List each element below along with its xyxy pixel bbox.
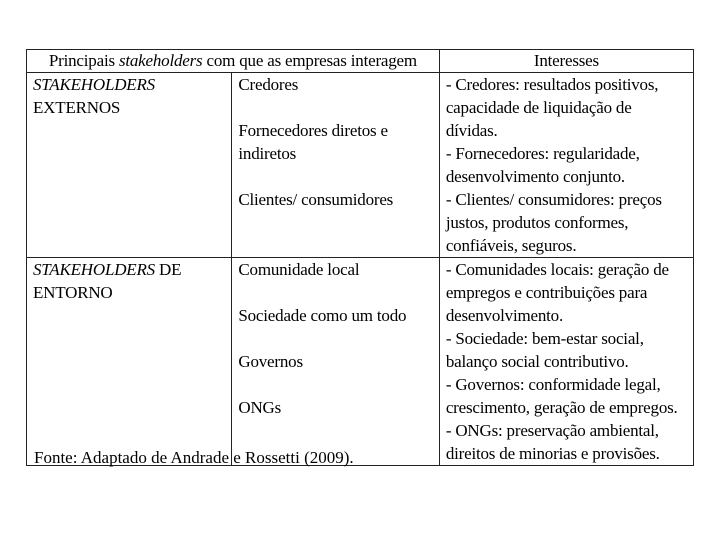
- interests-cell: [439, 73, 693, 258]
- group-label-rest: DE ENTORNO: [33, 260, 182, 302]
- header-text-suffix: com que as empresas interagem: [202, 51, 417, 70]
- stakeholder-item: Comunidade local: [238, 260, 360, 279]
- group-label-italic: STAKEHOLDERS: [33, 75, 155, 94]
- interests-cell: [439, 258, 693, 466]
- stakeholder-item: Sociedade como um todo: [238, 306, 407, 325]
- interest-item: - Clientes/ consumidores: preços justos, produtos conformes, confiáveis, seguros.: [445, 190, 662, 255]
- interest-item: - ONGs: preservação ambiental, direitos de minorias e provisões.: [445, 421, 660, 463]
- header-interests: Interesses: [439, 50, 693, 73]
- stakeholder-item: Governos: [238, 352, 303, 371]
- interest-item: - Fornecedores: regularidade, desenvolvimento conjunto.: [445, 144, 640, 186]
- header-stakeholders: [27, 50, 440, 73]
- interest-item: - Governos: conformidade legal, crescimento, geração de empregos.: [445, 375, 678, 417]
- table-row: [27, 73, 694, 258]
- interest-item: - Credores: resultados positivos, capacidade de liquidação de dívidas.: [445, 75, 659, 140]
- group-cell-externos: [27, 73, 232, 258]
- group-cell-entorno: [27, 258, 232, 466]
- stakeholder-item: ONGs: [238, 398, 282, 417]
- stakeholder-item: Credores: [238, 75, 299, 94]
- stakeholder-item: Clientes/ consumidores: [238, 190, 394, 209]
- interest-item: - Sociedade: bem-estar social, balanço social contributivo.: [445, 329, 644, 371]
- group-label-rest: EXTERNOS: [33, 98, 121, 117]
- source-caption: Fonte: Adaptado de Andrade e Rossetti (2009).: [34, 448, 354, 467]
- stakeholder-item: Fornecedores diretos e indiretos: [238, 121, 388, 163]
- interest-item: - Comunidades locais: geração de empregos e contribuições para desenvolvimento.: [445, 260, 669, 325]
- group-label-italic: STAKEHOLDERS: [33, 260, 155, 279]
- stakeholders-table: [26, 49, 694, 466]
- table-header-row: [27, 50, 694, 73]
- header-text-italic: stakeholders: [118, 51, 203, 70]
- header-text-prefix: Principais: [48, 51, 119, 70]
- stakeholders-cell: [232, 73, 439, 258]
- stakeholders-cell: [232, 258, 439, 466]
- table-row: [27, 258, 694, 466]
